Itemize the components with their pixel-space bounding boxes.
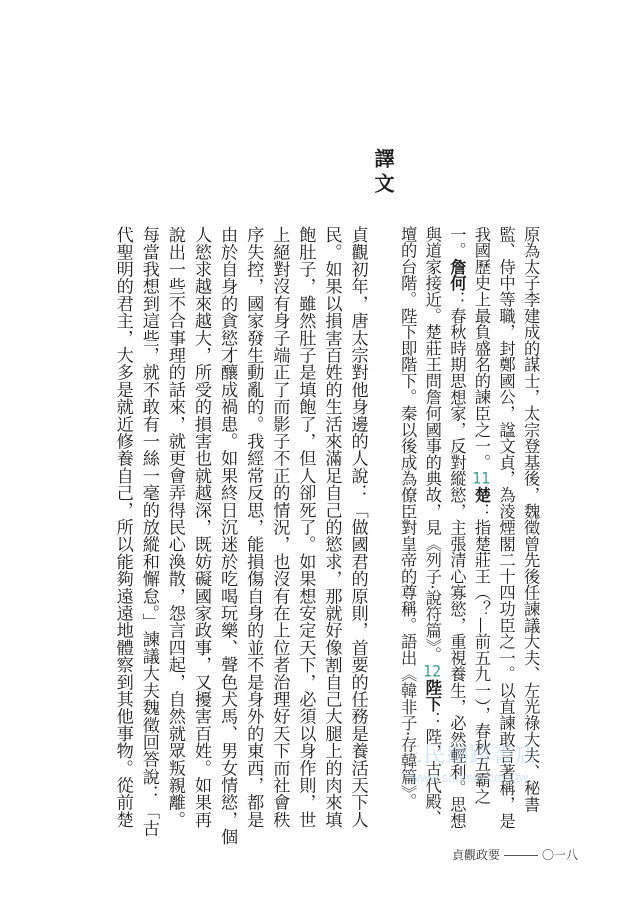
note-text: 與道家接近。楚莊王問詹何國事的典故，見 <box>422 226 442 536</box>
watermark-name: 三民網路書店 <box>400 743 539 768</box>
translation-column-9: 每當我想到這些，就不敢有一絲一毫的放縱和懈怠。」諫議大夫魏徵回答說：「古 <box>138 226 159 837</box>
note-text: 我國歷史上最負盛名的諫臣之一。 <box>471 226 491 471</box>
note-term-chu: 楚 <box>471 486 491 503</box>
section-heading-translation: 譯文 <box>371 148 395 198</box>
book-title-liezi: 《列子·說符篇》 <box>422 535 442 647</box>
footer-book-title: 貞觀政要 <box>451 848 500 862</box>
note-text: 壇的台階。陛下即階下。秦以後成為僚臣對皇帝的尊稱。語出 <box>398 226 418 666</box>
translation-column-1: 貞觀初年，唐太宗對他身邊的人說：「做國君的原則，首要的任務是養活天下人 <box>347 226 368 828</box>
note-column-5 <box>422 226 442 826</box>
note-column-6 <box>398 226 418 810</box>
note-text: 。 <box>422 646 442 663</box>
note-text: ：陛，古代殿、 <box>422 711 442 826</box>
note-number-11: 11 <box>472 470 491 487</box>
translation-column-2: 民。如果以損害百姓的生活來滿足自己的慾求，那就好像割自己大腿上的肉來填 <box>321 226 342 828</box>
note-column-3 <box>473 226 489 804</box>
note-column-4 <box>447 226 467 829</box>
translation-column-4: 上絕對沒有身子端正了而影子不正的情況，也沒有在上位者治理好天下而社會秩 <box>269 226 290 828</box>
translation-column-6: 由於自身的貪慾才釀成禍患。如果終日沉迷於吃喝玩樂、聲色犬馬、男女情慾，個 <box>217 226 238 846</box>
note-term-bixia: 陛下 <box>422 679 442 712</box>
translation-column-3: 飽肚子，雖然肚子是填飽了，但人卻死了。如果想安定天下，必須以身作則，世 <box>295 226 316 828</box>
note-number-12: 12 <box>423 662 442 680</box>
footer-rule <box>504 855 538 856</box>
note-text: ：春秋時期思想家，反對縱慾，主張清心寡慾，重視養生，必然輕利。思想 <box>447 291 467 829</box>
translation-column-10: 代聖明的君主，大多是就近修養自己，所以能夠遠遠地體察到其他事物。從前楚 <box>112 226 133 828</box>
book-title-hanfeizi: 《韓非子·存韓篇》 <box>398 665 418 794</box>
note-text: ：指楚莊王（？—前五九一），春秋五霸之 <box>471 502 491 805</box>
page-number: 〇一八 <box>541 848 578 862</box>
translation-column-7: 人慾求越來越大，所受的損害也就越深，既妨礙國家政事，又擾害百姓。如果再 <box>191 226 211 828</box>
translation-column-5: 序失控，國家發生動亂的。我經常反思，能損傷自身的並不是身外的東西，都是 <box>243 226 264 828</box>
note-column-1: 原為太子李建成的謀士，太宗登基後，魏徵曾先後任諫議大夫、左光祿大夫、秘書 <box>521 226 541 813</box>
watermark-url: www.sanmin.com.tw <box>410 770 529 785</box>
note-column-2: 監、侍中等職，封鄭國公，諡文貞，為淩煙閣二十四功臣之一。以直諫敢言著稱，是 <box>496 226 516 829</box>
note-text: 一。 <box>447 226 467 259</box>
note-term-zhanhe: 詹何 <box>447 258 467 292</box>
translation-column-8: 說出一些不合事理的話來，就更會弄得民心渙散，怨言四起，自然就眾叛親離。 <box>164 226 185 828</box>
note-text: 。 <box>398 793 418 810</box>
page-footer <box>452 848 578 862</box>
